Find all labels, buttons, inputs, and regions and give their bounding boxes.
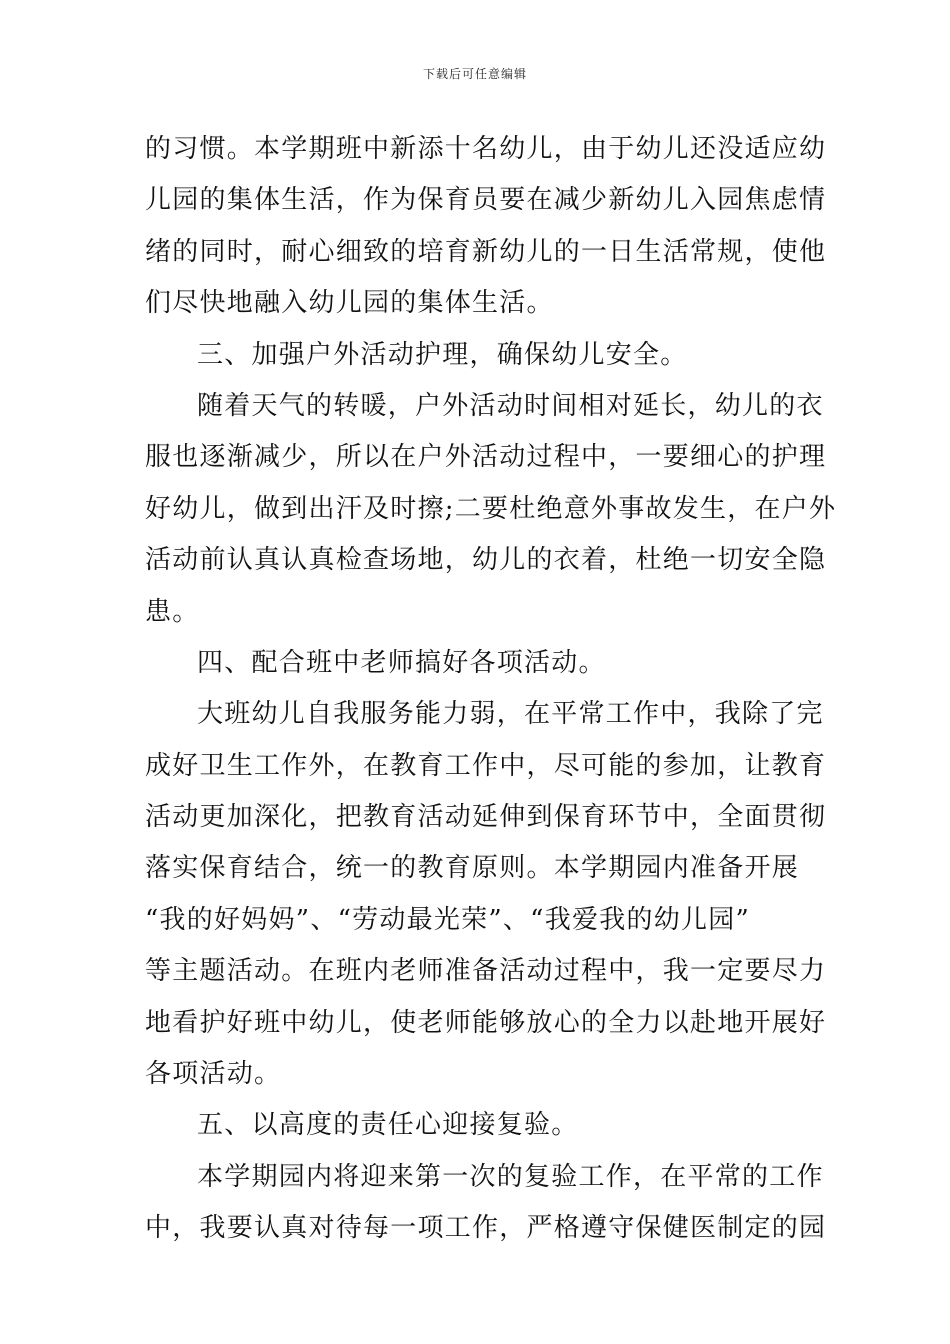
- text-line: 儿园的集体生活，作为保育员要在减少新幼儿入园焦虑情: [145, 185, 827, 216]
- section-heading: 四、配合班中老师搞好各项活动。: [197, 647, 606, 678]
- text-line: 各项活动。: [145, 1059, 282, 1090]
- text-line: 的习惯。本学期班中新添十名幼儿，由于幼儿还没适应幼: [145, 134, 827, 164]
- text-line: 落实保育结合，统一的教育原则。本学期园内准备开展: [145, 853, 800, 884]
- text-line: 患。: [145, 596, 200, 627]
- text-line: 等主题活动。在班内老师准备活动过程中，我一定要尽力: [145, 956, 827, 987]
- text-line: 服也逐渐减少，所以在户外活动过程中，一要细心的护理: [145, 442, 827, 473]
- text-line: 中，我要认真对待每一项工作，严格遵守保健医制定的园: [145, 1213, 827, 1244]
- text-line: “我的好妈妈”、“劳动最光荣”、“我爱我的幼儿园”: [145, 904, 751, 935]
- document-body: [145, 124, 837, 1255]
- text-line: 成好卫生工作外，在教育工作中，尽可能的参加，让教育: [145, 750, 827, 781]
- text-line: 好幼儿，做到出汗及时擦;二要杜绝意外事故发生，在户外: [145, 493, 837, 524]
- text-line: 本学期园内将迎来第一次的复验工作，在平常的工作: [197, 1161, 824, 1192]
- section-heading: 三、加强户外活动护理，确保幼儿安全。: [197, 339, 688, 370]
- section-heading: 五、以高度的责任心迎接复验。: [197, 1110, 579, 1141]
- text-line: 绪的同时，耐心细致的培育新幼儿的一日生活常规，使他: [145, 236, 827, 267]
- text-line: 活动前认真认真检查场地，幼儿的衣着，杜绝一切安全隐: [145, 545, 827, 576]
- text-line: 地看护好班中幼儿，使老师能够放心的全力以赴地开展好: [145, 1007, 827, 1038]
- text-line: 活动更加深化，把教育活动延伸到保育环节中，全面贯彻: [145, 802, 827, 833]
- text-line: 大班幼儿自我服务能力弱，在平常工作中，我除了完: [197, 699, 824, 730]
- text-line: 们尽快地融入幼儿园的集体生活。: [145, 288, 554, 319]
- text-line: 随着天气的转暖，户外活动时间相对延长，幼儿的衣: [197, 390, 824, 421]
- page-header: 下载后可任意编辑: [422, 67, 527, 81]
